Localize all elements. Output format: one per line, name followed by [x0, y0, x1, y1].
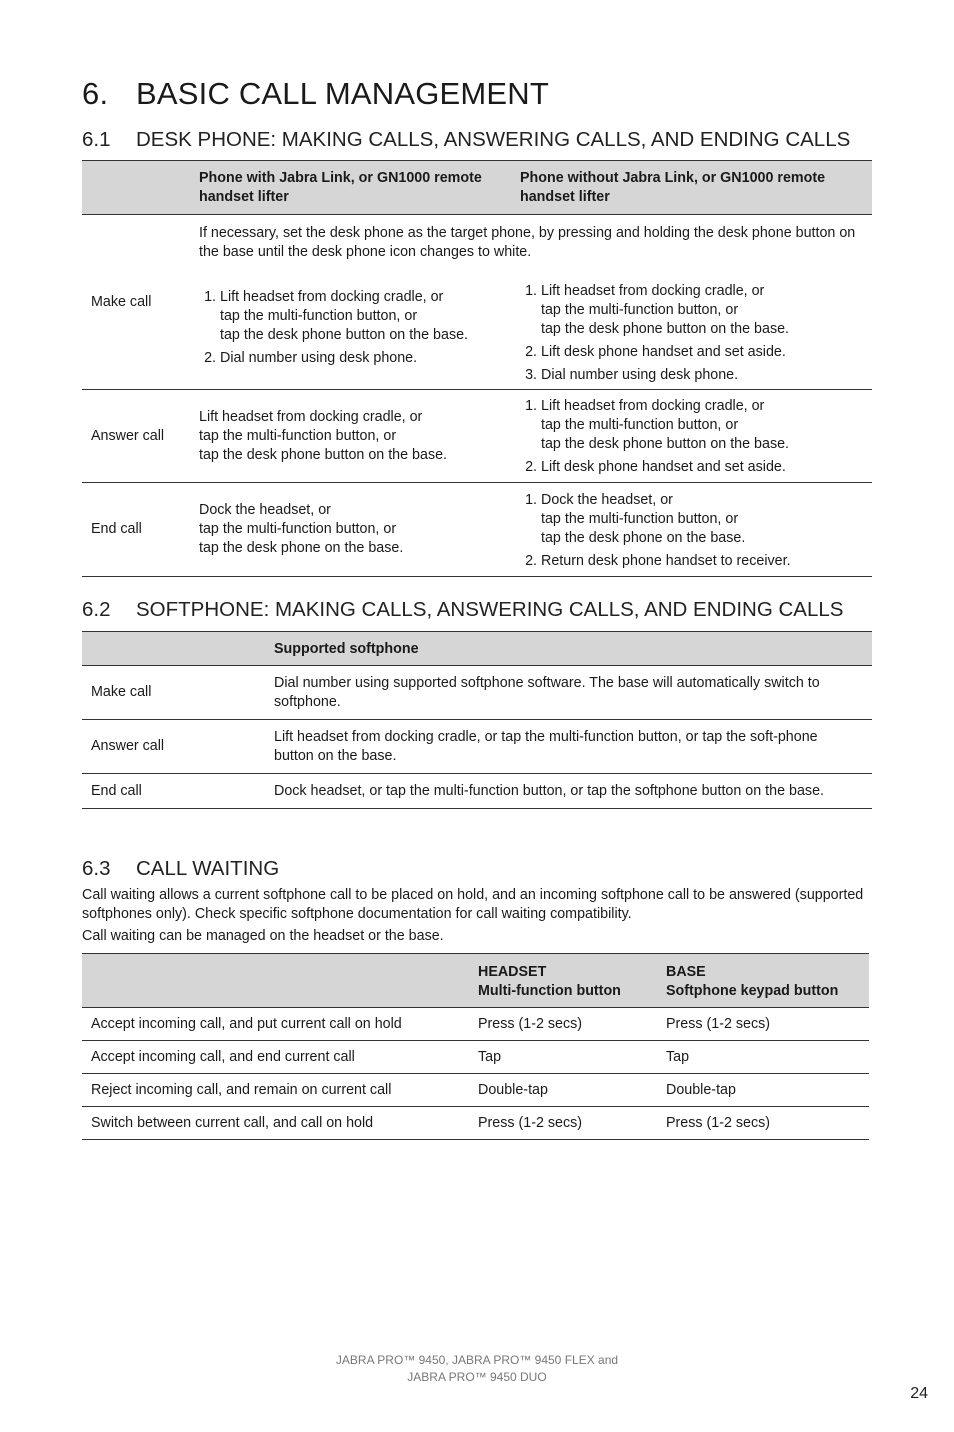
section-6-3-title: [82, 857, 279, 881]
row-label-make-call: Make call: [82, 215, 189, 390]
header-empty: [82, 954, 468, 1008]
chapter-title: [82, 76, 549, 112]
list-item: 1. Lift headset from docking cradle, or tap the multi-function button, or tap the desk phone button on the base.: [220, 288, 500, 345]
row-text: Dock headset, or tap the multi-function button, or tap the softphone button on the base.: [264, 774, 872, 809]
row-label: Make call: [82, 666, 264, 720]
section-title-text: SOFTPHONE: MAKING CALLS, ANSWERING CALLS, AND ENDING CALLS: [136, 598, 844, 621]
list-item: 2. Return desk phone handset to receiver.: [541, 552, 862, 571]
chapter-title-text: BASIC CALL MANAGEMENT: [136, 76, 550, 111]
row-label: Answer call: [82, 720, 264, 774]
page-number: 24: [910, 1385, 928, 1402]
call-waiting-table: [82, 953, 869, 1140]
headset-cell: Tap: [468, 1041, 656, 1074]
section-number: 6.3: [82, 857, 111, 880]
base-cell: Press (1-2 secs): [656, 1008, 869, 1041]
make-call-without-link: [510, 270, 872, 390]
answer-call-with-link: Lift headset from docking cradle, or tap the multi-function button, or tap the desk phone button on the base.: [189, 390, 510, 483]
make-call-note: If necessary, set the desk phone as the target phone, by pressing and holding the desk phone button on the base until the desk phone icon changes to white.: [199, 225, 856, 260]
row-label: End call: [82, 774, 264, 809]
footer: [0, 1352, 954, 1386]
section-number: 6.1: [82, 128, 111, 151]
base-cell: Double-tap: [656, 1074, 869, 1107]
section-title-text: CALL WAITING: [136, 857, 280, 880]
row-text: Lift headset from docking cradle, or tap the multi-function button, or tap the soft-phone button on the base.: [264, 720, 872, 774]
softphone-table: [82, 631, 872, 809]
header-empty: [82, 632, 264, 666]
headset-cell: Press (1-2 secs): [468, 1008, 656, 1041]
make-call-with-link: [189, 270, 510, 390]
end-call-without-link: [510, 483, 872, 577]
footer-line: JABRA PRO™ 9450, JABRA PRO™ 9450 FLEX and: [335, 1353, 619, 1367]
desk-phone-table: [82, 160, 872, 577]
action-cell: Accept incoming call, and put current call on hold: [82, 1008, 468, 1041]
section-6-2-title: [82, 598, 843, 622]
answer-call-without-link: [510, 390, 872, 483]
section-title-text: DESK PHONE: MAKING CALLS, ANSWERING CALLS, AND ENDING CALLS: [136, 128, 851, 151]
header-without-link: Phone without Jabra Link, or GN1000 remote handset lifter: [510, 161, 872, 215]
chapter-number: 6.: [82, 76, 109, 111]
headset-cell: Double-tap: [468, 1074, 656, 1107]
section-6-1-title: [82, 128, 850, 152]
list-item: 2. Lift desk phone handset and set aside.: [541, 458, 862, 477]
call-waiting-description: Call waiting allows a current softphone call to be placed on hold, and an incoming softphone call to be answered (supported softphones only). Check specific softphone documentation for call waiting compatibility.: [82, 887, 864, 922]
row-text: Dial number using supported softphone software. The base will automatically switch to softphone.: [264, 666, 872, 720]
action-cell: Accept incoming call, and end current call: [82, 1041, 468, 1074]
footer-line: JABRA PRO™ 9450 DUO: [407, 1370, 547, 1384]
header-base: BASE Softphone keypad button: [656, 954, 869, 1008]
base-cell: Tap: [656, 1041, 869, 1074]
call-waiting-note: Call waiting can be managed on the headset or the base.: [82, 928, 444, 944]
list-item: 1. Dock the headset, or tap the multi-function button, or tap the desk phone on the base.: [541, 491, 862, 548]
base-cell: Press (1-2 secs): [656, 1107, 869, 1140]
header-headset: HEADSET Multi-function button: [468, 954, 656, 1008]
list-item: 1. Lift headset from docking cradle, or tap the multi-function button, or tap the desk phone button on the base.: [541, 397, 862, 454]
headset-cell: Press (1-2 secs): [468, 1107, 656, 1140]
list-item: 1. Lift headset from docking cradle, or tap the multi-function button, or tap the desk phone button on the base.: [541, 282, 862, 339]
header-empty: [82, 161, 189, 215]
action-cell: Reject incoming call, and remain on current call: [82, 1074, 468, 1107]
list-item: 2. Lift desk phone handset and set aside.: [541, 343, 862, 362]
list-item: 2. Dial number using desk phone.: [220, 349, 500, 368]
end-call-with-link: Dock the headset, or tap the multi-function button, or tap the desk phone on the base.: [189, 483, 510, 577]
header-supported-softphone: Supported softphone: [264, 632, 872, 666]
action-cell: Switch between current call, and call on hold: [82, 1107, 468, 1140]
section-number: 6.2: [82, 598, 111, 621]
header-with-link: Phone with Jabra Link, or GN1000 remote handset lifter: [189, 161, 510, 215]
list-item: 3. Dial number using desk phone.: [541, 366, 862, 385]
row-label-answer-call: Answer call: [82, 390, 189, 483]
row-label-end-call: End call: [82, 483, 189, 577]
